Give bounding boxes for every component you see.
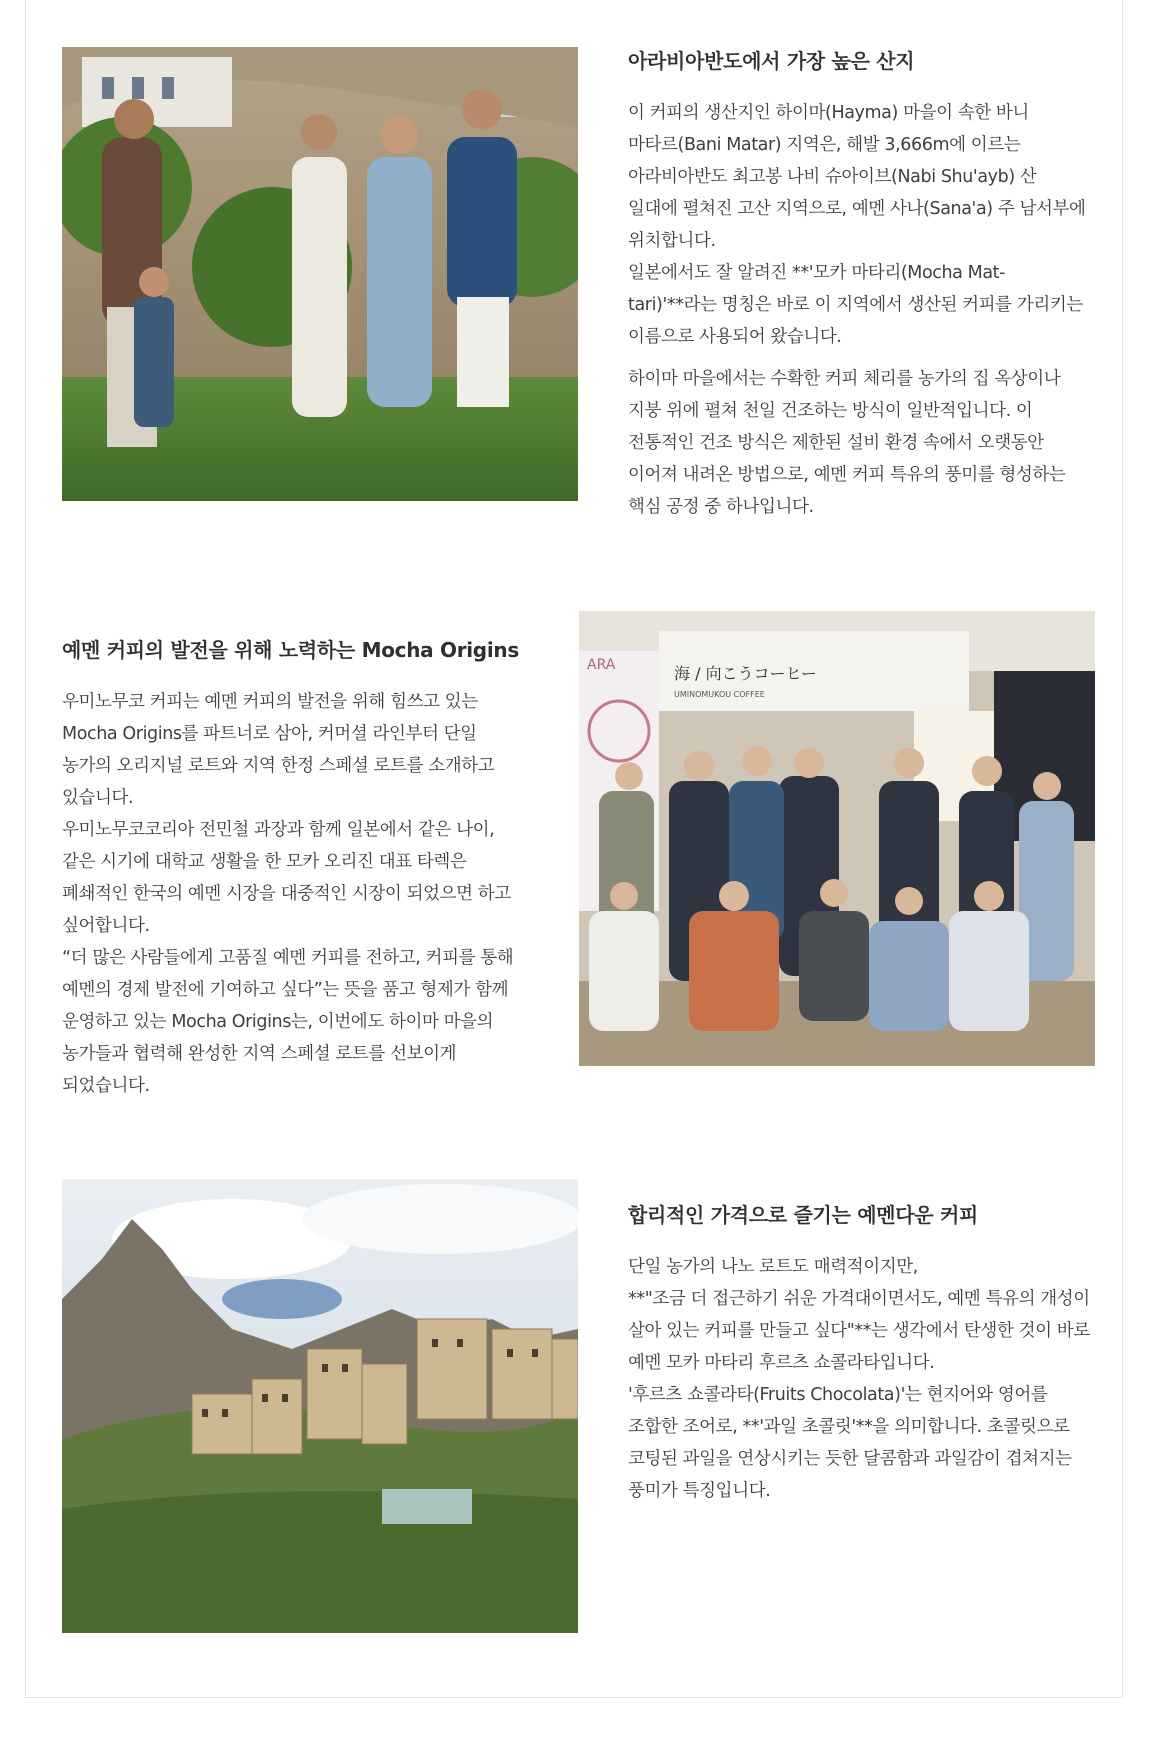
booth-team-photo (579, 611, 1095, 1066)
booth-banner-sub: UMINOMUKOU COFFEE (674, 690, 765, 699)
section-3-text (628, 1202, 1118, 1517)
section-3-heading: 합리적인 가격으로 즐기는 예멘다운 커피 (628, 1203, 978, 1227)
section-1-text (628, 48, 1118, 533)
section-2-paragraph-1: 우미노무코 커피는 예멘 커피의 발전을 위해 힘쓰고 있는 Mocha Origins를 파트너로 삼아, 커머셜 라인부터 단일 농가의 오리지널 로트와 지역 한정 스페셜 로트를 소개하고 있습니다. 우미노무코코리아 전민철 과장과 함께 일본에서 같은 나이, 같은 시기에 대학교 생활을 한 모카 오리진 대표 타렉은 폐쇄적인 한국의 예멘 시장을 대중적인 시장이 되었으면 하고 싶어합니다. “더 많은 사람들에게 고품질 예멘 커피를 전하고, 커피를 통해 예멘의 경제 발전에 기여하고 싶다”는 뜻을 품고 형제가 함께 운영하고 있는 Mocha Origins는, 이번에도 하이마 마을의 농가들과 협력해 완성한 지역 스페셜 로트를 선보이게 되었습니다. (62, 692, 514, 1096)
section-2-heading: 예멘 커피의 발전을 위해 노력하는 Mocha Origins (62, 638, 519, 662)
section-1-paragraph-1: 이 커피의 생산지인 하이마(Hayma) 마을이 속한 바니 마타르(Bani Matar) 지역은, 해발 3,666m에 이르는 아라비아반도 최고봉 나비 슈아이브(Nabi Shu'ayb) 산 일대에 펼쳐진 고산 지역으로, 예멘 사나(Sana'a) 주 남서부에 위치합니다. 일본에서도 잘 알려진 **'모카 마타리(Mocha Mat- tari)'**라는 명칭은 바로 이 지역에서 생산된 커피를 가리키는 이름으로 사용되어 왔습니다. (628, 103, 1086, 347)
section-1-paragraph-2: 하이마 마을에서는 수확한 커피 체리를 농가의 집 옥상이나 지붕 위에 펼쳐 천일 건조하는 방식이 일반적입니다. 이 전통적인 건조 방식은 제한된 설비 환경 속에서 오랫동안 이어져 내려온 방법으로, 예멘 커피 특유의 풍미를 형성하는 핵심 공정 중 하나입니다. (628, 369, 1066, 517)
booth-banner: 海 / 向こうコーヒー (674, 664, 817, 683)
village-mountain-photo (62, 1179, 578, 1633)
section-1-heading: 아라비아반도에서 가장 높은 산지 (628, 49, 915, 73)
farmers-photo (62, 47, 578, 501)
section-2-text (62, 637, 542, 1112)
section-3-paragraph-1: 단일 농가의 나노 로트도 매력적이지만, **"조금 더 접근하기 쉬운 가격대이면서도, 예멘 특유의 개성이 살아 있는 커피를 만들고 싶다"**는 생각에서 탄생한 것이 바로 예멘 모카 마타리 후르츠 쇼콜라타입니다. '후르츠 쇼콜라타(Fruits Chocolata)'는 현지어와 영어를 조합한 조어로, **'과일 초콜릿'**을 의미합니다. 초콜릿으로 코팅된 과일을 연상시키는 듯한 달콤함과 과일감이 겹쳐지는 풍미가 특징입니다. (628, 1257, 1090, 1501)
booth-sign-left: ARA (587, 657, 616, 673)
